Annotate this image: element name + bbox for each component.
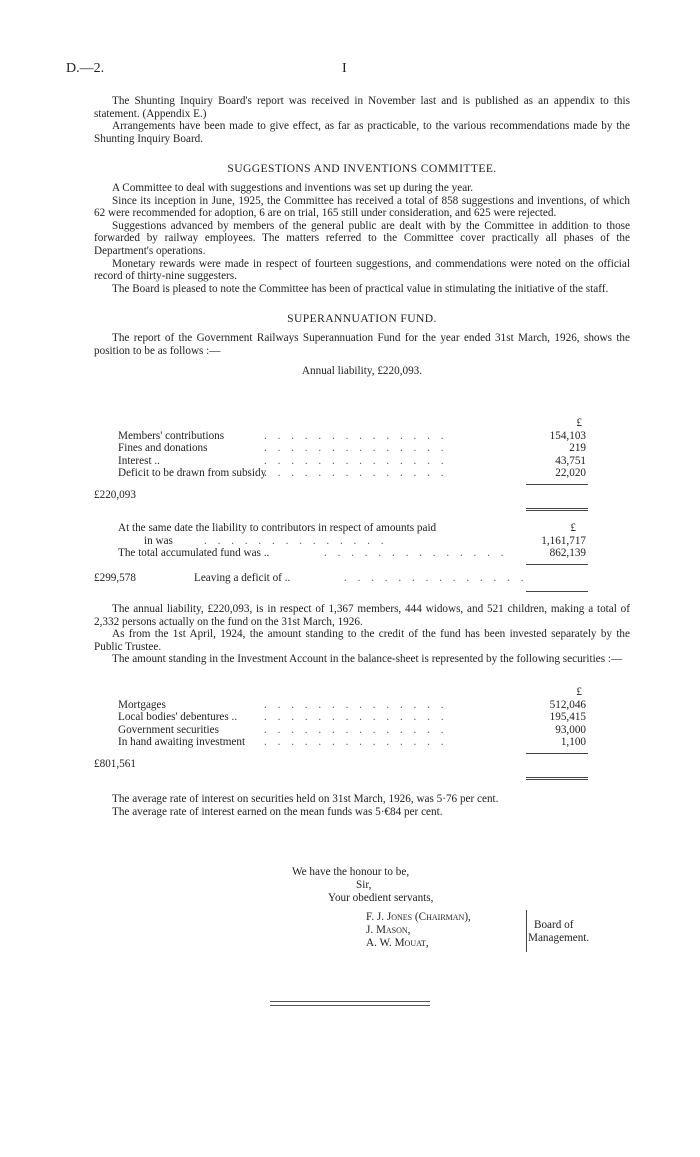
paragraph: The average rate of interest on securities held on 31st March, 1926, was 5·76 per cent. xyxy=(112,793,499,805)
paragraph: A Committee to deal with suggestions and inventions was set up during the year. xyxy=(112,181,474,194)
deficit-label: Leaving a deficit of .. xyxy=(194,571,291,584)
table-row xyxy=(94,535,630,548)
table-row xyxy=(94,455,630,468)
subtotal-rule xyxy=(526,753,588,754)
table-row xyxy=(94,699,630,712)
leader-dots: . . . . . . . . . . . . . . xyxy=(264,711,448,724)
paragraph: Since its inception in June, 1925, the Committee has received a total of 858 suggestions and inventions, of which 62 were recommended for adoption, 6 are on trial, 165 still under consideration, and 625 were rejected. xyxy=(94,194,630,220)
paragraph: Monetary rewards were made in respect of fourteen suggestions, and commendations were noted on the official record of thirty-nine suggesters. xyxy=(94,257,630,283)
row-value: 22,020 xyxy=(555,467,586,480)
row-label: Local bodies' debentures .. xyxy=(118,711,238,724)
table-row xyxy=(94,547,630,560)
row-label: Mortgages xyxy=(118,698,166,711)
table-row xyxy=(94,467,630,480)
deficit-value: £299,578 xyxy=(94,571,136,584)
section-heading-superannuation: SUPERANNUATION FUND. xyxy=(287,312,437,326)
closing-salutation: Sir, xyxy=(356,879,372,891)
row-value: 43,751 xyxy=(555,454,586,467)
leader-dots: . . . . . . . . . . . . . . xyxy=(264,454,448,467)
row-label: Deficit to be drawn from subsidy xyxy=(118,467,267,480)
currency-symbol: £ xyxy=(576,417,582,429)
paragraph: The Board is pleased to note the Committee has been of practical value in stimulating the initiative of the staff. xyxy=(112,282,609,295)
row-label: At the same date the liability to contributors in respect of amounts paid xyxy=(118,522,437,534)
table-row xyxy=(94,522,630,535)
row-label: Fines and donations xyxy=(118,442,208,455)
row-value: 512,046 xyxy=(549,698,586,711)
signatory-brace xyxy=(526,910,528,952)
table-row xyxy=(94,442,630,455)
row-label: Members' contributions xyxy=(118,429,225,442)
row-value: 219 xyxy=(569,442,586,455)
leader-dots: . . . . . . . . . . . . . . xyxy=(264,723,448,736)
contributors-table xyxy=(94,522,630,594)
leader-dots: . . . . . . . . . . . . . . xyxy=(344,571,528,584)
row-value: 195,415 xyxy=(549,711,586,724)
row-label: Interest .. xyxy=(118,454,160,467)
paragraph: The annual liability, £220,093, is in respect of 1,367 members, 444 widows, and 521 children, making a total of 2,332 persons actually on the fund on the 31st March, 1926. xyxy=(94,603,630,628)
row-value: 1,100 xyxy=(560,736,586,749)
board-label: Management. xyxy=(528,932,590,944)
leader-dots: . . . . . . . . . . . . . . xyxy=(324,547,508,560)
closing-servants: Your obedient servants, xyxy=(328,892,434,904)
row-value: 1,161,717 xyxy=(541,534,586,547)
section-heading-suggestions: SUGGESTIONS AND INVENTIONS COMMITTEE. xyxy=(227,162,497,176)
row-value: 93,000 xyxy=(555,723,586,736)
leader-dots: . . . . . . . . . . . . . . xyxy=(264,429,448,442)
subtotal-rule xyxy=(526,484,588,485)
leader-dots: . . . . . . . . . . . . . . xyxy=(204,534,388,547)
leader-dots: . . . . . . . . . . . . . . xyxy=(264,698,448,711)
leader-dots: . . . . . . . . . . . . . . xyxy=(264,736,448,749)
end-rule xyxy=(270,1001,430,1006)
table-row xyxy=(94,724,630,737)
paragraph: The report of the Government Railways Superannuation Fund for the year ended 31st March, 1926, shows the position to be as follows :— xyxy=(94,331,630,357)
subtotal-rule xyxy=(526,564,588,565)
row-label: The total accumulated fund was .. xyxy=(118,547,270,560)
currency-symbol: £ xyxy=(576,686,582,698)
securities-table xyxy=(94,686,630,783)
page-number: I xyxy=(342,61,347,76)
paragraph: The amount standing in the Investment Account in the balance-sheet is represented by the following securities :— xyxy=(112,653,623,666)
deficit-rule xyxy=(526,591,588,592)
table-total: £801,561 xyxy=(94,757,136,770)
total-double-rule xyxy=(526,777,588,780)
paragraph: As from the 1st April, 1924, the amount standing to the credit of the fund has been invested separately by the Public Trustee. xyxy=(94,628,630,653)
total-double-rule xyxy=(526,508,588,511)
body-bottom xyxy=(94,793,630,818)
currency-symbol: £ xyxy=(570,522,576,534)
table-total: £220,093 xyxy=(94,488,136,501)
signatory: A. W. Mouat, xyxy=(366,937,429,949)
body-middle xyxy=(94,603,630,666)
paragraph: Suggestions advanced by members of the general public are dealt with by the Committee in addition to those forwarded by railway employees. The matters referred to the Committee cover practically all phases of the Department's operations. xyxy=(94,219,630,257)
paragraph: Arrangements have been made to give effect, as far as practicable, to the various recommendations made by the Shunting Inquiry Board. xyxy=(94,120,630,145)
body-top xyxy=(94,95,630,378)
row-label: in was xyxy=(144,534,173,547)
row-value: 862,139 xyxy=(549,547,586,560)
row-label: In hand awaiting investment xyxy=(118,736,246,749)
row-label: Government securities xyxy=(118,723,219,736)
board-label: Board of xyxy=(534,919,574,931)
signatory: F. J. Jones (Chairman), xyxy=(366,911,471,923)
leader-dots: . . . . . . . . . . . . . . xyxy=(264,467,448,480)
paragraph: The Shunting Inquiry Board's report was received in November last and is published as an appendix to this statement. (Appendix E.) xyxy=(94,95,630,120)
table-row xyxy=(94,430,630,443)
document-code: D.—2. xyxy=(66,61,105,76)
paragraph: The average rate of interest earned on the mean funds was 5·€84 per cent. xyxy=(112,805,443,818)
liability-table xyxy=(94,417,630,514)
table-row xyxy=(94,711,630,724)
row-value: 154,103 xyxy=(549,429,586,442)
annual-liability-caption: Annual liability, £220,093. xyxy=(301,365,423,378)
table-row xyxy=(94,736,630,749)
signatory: J. Mason, xyxy=(366,924,411,936)
closing-line: We have the honour to be, xyxy=(292,866,410,878)
leader-dots: . . . . . . . . . . . . . . xyxy=(264,442,448,455)
